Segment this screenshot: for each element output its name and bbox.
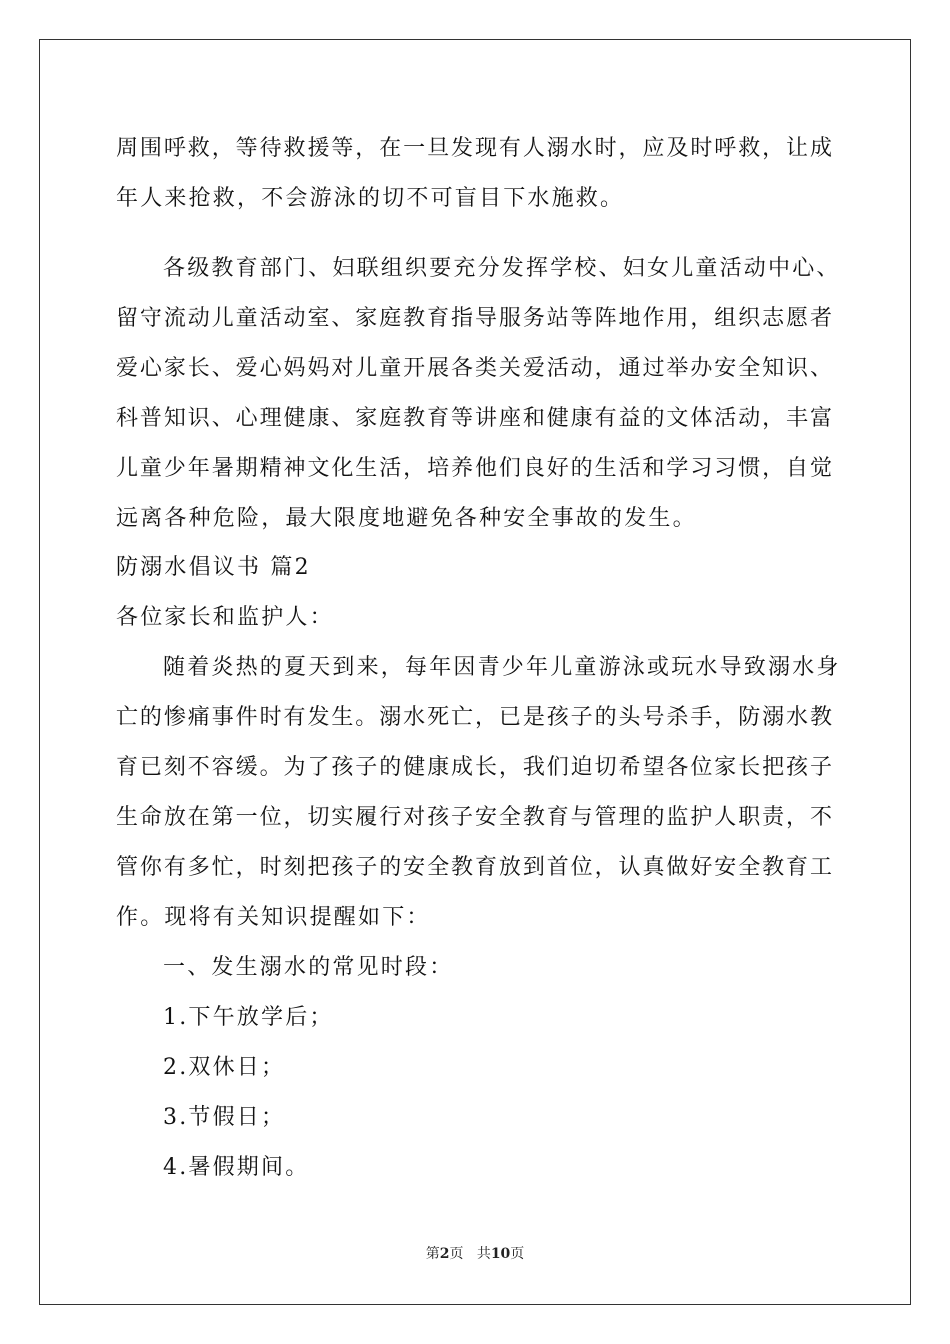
body-text-line: 周围呼救，等待救援等，在一旦发现有人溺水时，应及时呼救，让成 <box>116 136 832 161</box>
section-heading: 防溺水倡议书 篇2 <box>116 555 311 580</box>
salutation: 各位家长和监护人： <box>116 605 334 630</box>
footer-total-prefix: 共 <box>476 1246 491 1262</box>
page-footer <box>0 1244 950 1264</box>
footer-total-suffix: 页 <box>510 1246 525 1262</box>
body-text-line: 生命放在第一位，切实履行对孩子安全教育与管理的监护人职责，不 <box>116 805 832 830</box>
list-item: 3.节假日； <box>163 1105 286 1130</box>
list-item: 4.暑假期间。 <box>163 1155 310 1180</box>
footer-page-prefix: 第 <box>425 1246 440 1262</box>
list-heading: 一、发生溺水的常见时段： <box>163 955 454 980</box>
footer-page-suffix: 页 <box>449 1246 464 1262</box>
body-text-line: 儿童少年暑期精神文化生活，培养他们良好的生活和学习习惯，自觉 <box>116 456 832 481</box>
body-text-line: 亡的惨痛事件时有发生。溺水死亡，已是孩子的头号杀手，防溺水教 <box>116 705 832 730</box>
body-text-line: 远离各种危险，最大限度地避免各种安全事故的发生。 <box>116 506 697 531</box>
list-item: 2.双休日； <box>163 1055 286 1080</box>
body-text-line: 年人来抢救，不会游泳的切不可盲目下水施救。 <box>116 186 625 211</box>
body-text-line: 爱心家长、爱心妈妈对儿童开展各类关爱活动，通过举办安全知识、 <box>116 356 832 381</box>
list-item: 1.下午放学后； <box>163 1005 334 1030</box>
footer-total-pages: 10 <box>490 1246 511 1262</box>
body-text-line: 留守流动儿童活动室、家庭教育指导服务站等阵地作用，组织志愿者 <box>116 306 832 331</box>
body-text-line: 各级教育部门、妇联组织要充分发挥学校、妇女儿童活动中心、 <box>163 256 841 281</box>
body-text-line: 管你有多忙，时刻把孩子的安全教育放到首位，认真做好安全教育工 <box>116 855 832 880</box>
body-text-line: 育已刻不容缓。为了孩子的健康成长，我们迫切希望各位家长把孩子 <box>116 755 832 780</box>
body-text-line: 作。现将有关知识提醒如下： <box>116 905 431 930</box>
footer-page-number: 2 <box>439 1246 450 1262</box>
body-text-line: 随着炎热的夏天到来，每年因青少年儿童游泳或玩水导致溺水身 <box>163 655 841 680</box>
body-text-line: 科普知识、心理健康、家庭教育等讲座和健康有益的文体活动，丰富 <box>116 406 832 431</box>
